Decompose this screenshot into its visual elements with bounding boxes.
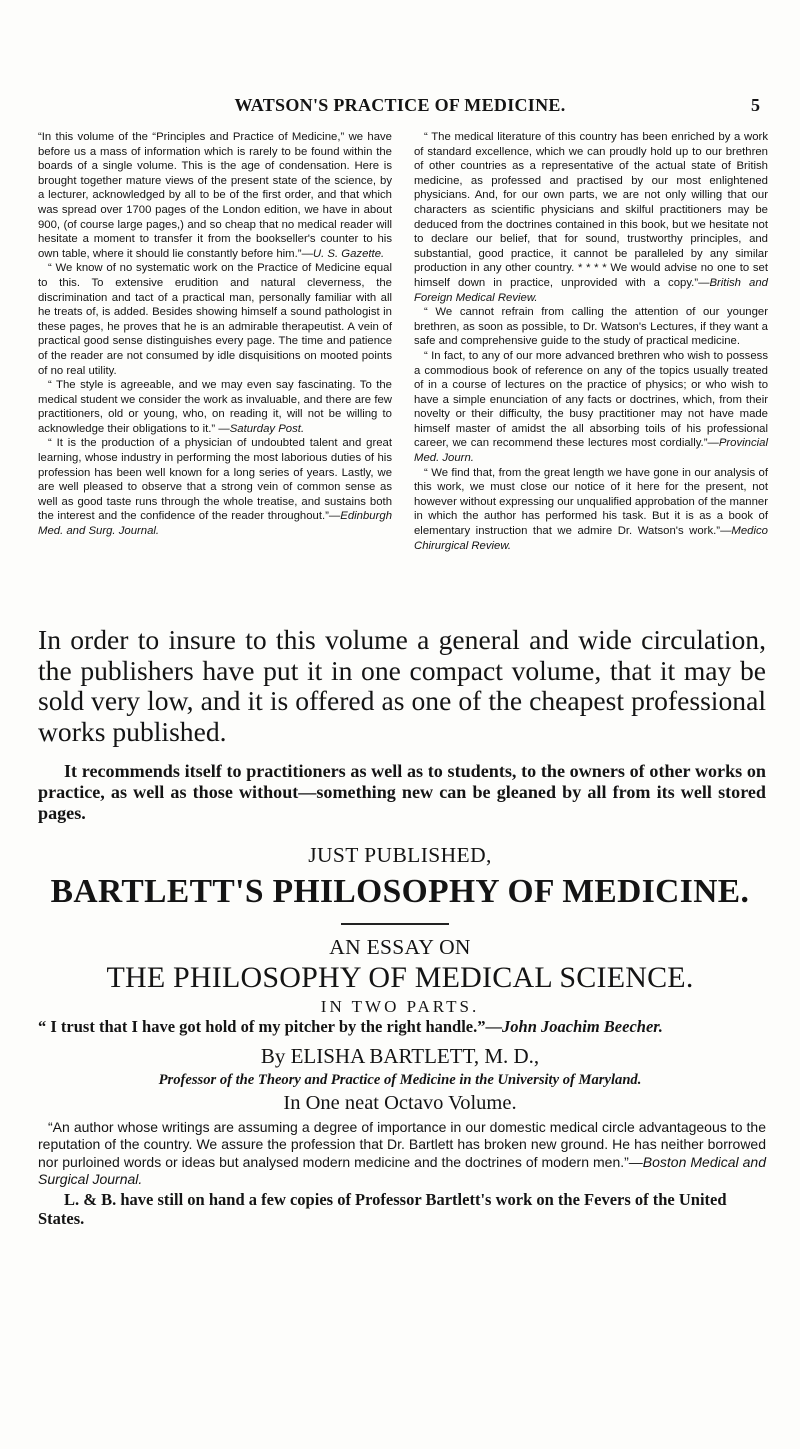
review-source: Edinburgh Med. and Surg. Journal. bbox=[38, 510, 392, 538]
review-source: British and Foreign Medical Review. bbox=[414, 276, 768, 304]
review-paragraph: “ We find that, from the great length we have gone in our analysis of this work, we must close our notice of it here for the present, not however without expressing our unqualified approbation of the manner in which the author has performed his task. But it is as a book of elementary instruction that we admire Dr. Watson's work.”—Medico Chirurgical Review. bbox=[414, 466, 768, 552]
review-source: Saturday Post. bbox=[229, 422, 305, 435]
right-column-reviews bbox=[414, 130, 768, 553]
book-review: “An author whose writings are assuming a degree of importance in our domestic medical circle advantageous to the reputation of the country. We assure the profession that Dr. Bartlett has broken new ground. He has neither borrowed nor purloined words or ideas but analysed modern medicine and the doctrines of modern men.”—Boston Medical and Surgical Journal. bbox=[38, 1119, 767, 1187]
author-line: By ELISHA BARTLETT, M. D., bbox=[260, 1044, 540, 1068]
format-line: In One neat Octavo Volume. bbox=[283, 1092, 517, 1114]
review-source: Medico Chirurgical Review. bbox=[414, 525, 768, 552]
announcement-medium: It recommends itself to practitioners as well as to students, to the owners of other works on practice, as well as those without—something new can be gleaned by all from its well stored pages. bbox=[38, 761, 766, 824]
just-published-heading: JUST PUBLISHED, bbox=[308, 843, 492, 867]
review-source: Provincial Med. Journ. bbox=[414, 437, 768, 465]
epigraph-attribution: John Joachim Beecher. bbox=[502, 1017, 663, 1036]
page-header bbox=[0, 95, 800, 119]
essay-heading: AN ESSAY ON bbox=[329, 935, 471, 959]
left-column-reviews bbox=[38, 130, 392, 539]
book-subtitle: THE PHILOSOPHY OF MEDICAL SCIENCE. bbox=[106, 961, 694, 994]
review-paragraph: “ We cannot refrain from calling the attention of our younger brethren, as soon as possible, to Dr. Watson's Lectures, if they want a safe and comprehensive guide to the study of practical medicine. bbox=[414, 306, 768, 348]
review-paragraph: “ It is the production of a physician of undoubted talent and great learning, whose industry in performing the most laborious duties of his profession has been well known for a long series of years. Lastly, we are well pleased to observe that a strong vein of common sense as well as good taste runs through the whole treatise, and sustains both the interest and the confidence of the reader throughout.”—Edinburgh Med. and Surg. Journal. bbox=[38, 437, 392, 538]
review-paragraph: “In this volume of the “Principles and Practice of Medicine,” we have before us a mass of information which is rarely to be found within the boards of a single volume. This is the age of condensation. Here is brought together mature views of the present state of the science, by a lecturer, acknowledged by all to be of the first order, and that which was spread over 1700 pages of the London edition, we have in about 900, (of course large pages,) and so cheap that no medical reader will hesitate a moment to transfer it from the bookseller's counter to his own table, where it should lie constantly before him.”—U. S. Gazette. bbox=[38, 131, 392, 260]
book-title: BARTLETT'S PHILOSOPHY OF MEDICINE. bbox=[50, 873, 750, 910]
running-title: WATSON'S PRACTICE OF MEDICINE. bbox=[234, 95, 566, 115]
epigraph: “ I trust that I have got hold of my pitcher by the right handle.”—John Joachim Beecher. bbox=[38, 1017, 663, 1036]
page-number: 5 bbox=[751, 95, 760, 115]
divider-rule bbox=[341, 923, 449, 925]
review-paragraph: “ We know of no systematic work on the Practice of Medicine equal to this. To extensive erudition and natural cleverness, the discrimination and tact of a practical man, personally familiar with all he treats of, is added. Besides showing himself a sound pathologist in these pages, he proves that he is an admirable therapeutist. A vein of practical good sense distinguishes every page. The time and patience of the reader are not consumed by idle disquisitions on mooted points of no real utility. bbox=[38, 262, 392, 377]
review-paragraph: “ The medical literature of this country has been enriched by a work of standard excellence, which we can proudly hold up to our brethren of other countries as a representative of the actual state of British medicine, as professed and practised by our most enlightened physicians. And, for our own parts, we are not only willing that our characters as scientific physicians and skilful practitioners may be deduced from the doctrines contained in this book, but we hesitate not to declare our belief, that for sound, trustworthy principles, and substantial, good practice, it cannot be paralleled by any similar production in any other country. * * * * We would advise no one to set himself down in practice, unprovided with a copy.”—British and Foreign Medical Review. bbox=[414, 131, 768, 304]
author-title: Professor of the Theory and Practice of Medicine in the University of Maryland. bbox=[158, 1072, 642, 1088]
review-source: Boston Medical and Surgical Journal. bbox=[38, 1153, 767, 1187]
review-source: U. S. Gazette. bbox=[312, 247, 385, 260]
review-paragraph: “ In fact, to any of our more advanced brethren who wish to possess a commodious book of reference on any of the topics usually treated of in a course of lectures on the practice of physics; or who wish to have a simple enunciation of any facts or doctrines, which, from their novelty or their difficulty, the busy practitioner may not have made himself master of amidst the all absorbing toils of his professional career, we can recommend these lectures most cordially.”—Provincial Med. Journ. bbox=[414, 349, 768, 465]
review-paragraph: “ The style is agreeable, and we may even say fascinating. To the medical student we consider the work as invaluable, and there are few practitioners, old or young, who, on reading it, will not be willing to acknowledge their obligations to it.” —Saturday Post. bbox=[38, 379, 392, 435]
parts-line: IN TWO PARTS. bbox=[320, 997, 480, 1016]
closing-note: L. & B. have still on hand a few copies of Professor Bartlett's work on the Fevers of the United States. bbox=[38, 1190, 727, 1228]
announcement-large: In order to insure to this volume a general and wide circulation, the publishers have put it in one compact volume, that it may be sold very low, and it is offered as one of the cheapest professional works published. bbox=[38, 624, 766, 747]
